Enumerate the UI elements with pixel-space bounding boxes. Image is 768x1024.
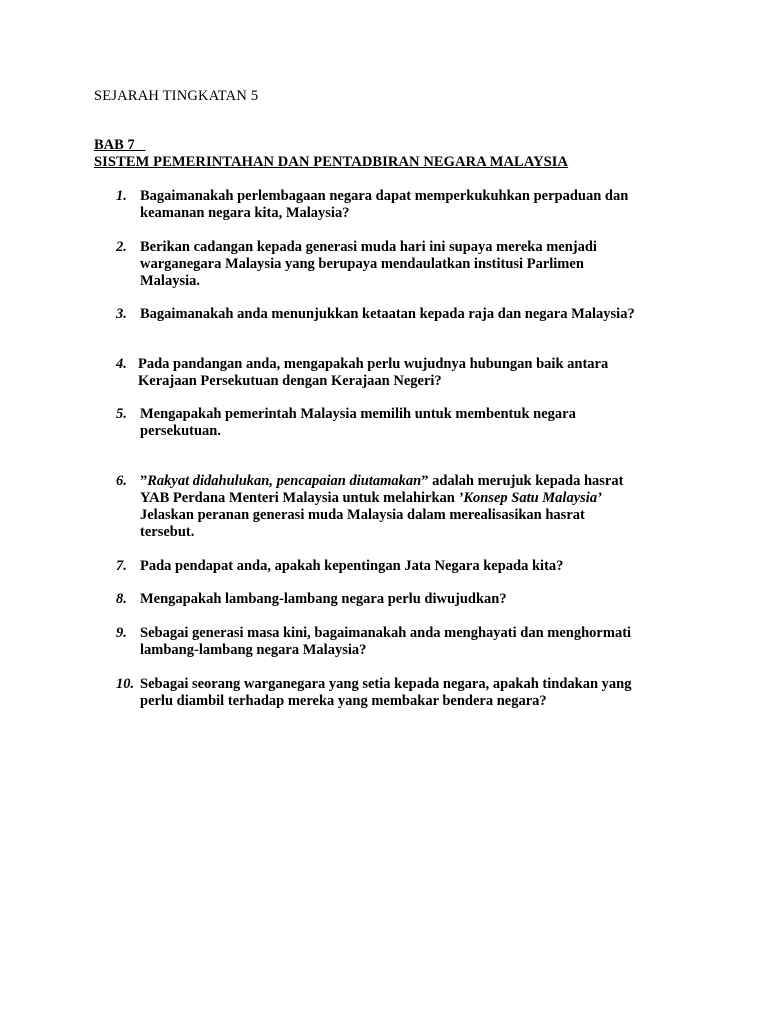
question-item-8 [116,591,686,608]
quote-italic: Rakyat didahulukan, pencapaian diutamakan [147,473,422,489]
question-text [140,473,686,541]
question-text: Pada pendapat anda, apakah kepentingan Jata Negara kepada kita? [140,558,564,574]
chapter-heading [94,137,568,171]
question-text: Bagaimanakah perlembagaan negara dapat memperkukuhkan perpaduan dan keamanan negara kita, Malaysia? [140,188,629,221]
question-text: Pada pandangan anda, mengapakah perlu wujudnya hubungan baik antara Kerajaan Persekutuan dengan Kerajaan Negeri? [138,356,609,389]
question-number: 6. [116,473,127,489]
question-text: Sebagai seorang warganegara yang setia kepada negara, apakah tindakan yang perlu diambil terhadap mereka yang membakar bendera negara? [140,676,632,709]
question-text-italic-b: ’Konsep Satu Malaysia’ [458,490,602,506]
question-number: 8. [116,591,127,607]
question-number: 2. [116,239,127,255]
question-item-5 [116,406,686,440]
question-number: 10. [116,676,135,692]
question-item-7 [116,558,686,575]
question-item-1 [116,188,686,222]
quote-open: ” [140,473,148,489]
chapter-number: BAB 7 [94,137,146,153]
question-item-10 [116,676,686,710]
chapter-title: SISTEM PEMERINTAHAN DAN PENTADBIRAN NEGARA MALAYSIA [94,154,569,170]
question-item-2 [116,239,686,290]
document-header: SEJARAH TINGKATAN 5 [94,88,259,104]
question-number: 7. [116,558,127,574]
question-item-3 [116,306,686,323]
quote-close: ” [421,473,429,489]
question-number: 5. [116,406,127,422]
question-text: Mengapakah lambang-lambang negara perlu diwujudkan? [140,591,507,607]
question-text: Sebagai generasi masa kini, bagaimanakah anda menghayati dan menghormati lambang-lambang negara Malaysia? [140,625,632,658]
question-text-part-a: adalah merujuk kepada hasrat YAB Perdana Menteri Malaysia untuk melahirkan [140,473,624,506]
question-text-part-c: Jelaskan peranan generasi muda Malaysia dalam merealisasikan hasrat tersebut. [140,507,585,540]
question-number: 3. [116,306,127,322]
question-number: 9. [116,625,127,641]
question-item-4 [116,356,686,390]
question-text: Mengapakah pemerintah Malaysia memilih untuk membentuk negara persekutuan. [140,406,576,439]
question-text: Bagaimanakah anda menunjukkan ketaatan kepada raja dan negara Malaysia? [140,306,635,322]
question-number: 4. [116,356,127,372]
question-item-9 [116,625,686,659]
question-number: 1. [116,188,127,204]
question-item-6 [116,473,686,541]
question-text: Berikan cadangan kepada generasi muda hari ini supaya mereka menjadi warganegara Malaysia yang berupaya mendaulatkan institusi Parlimen Malaysia. [140,239,597,289]
